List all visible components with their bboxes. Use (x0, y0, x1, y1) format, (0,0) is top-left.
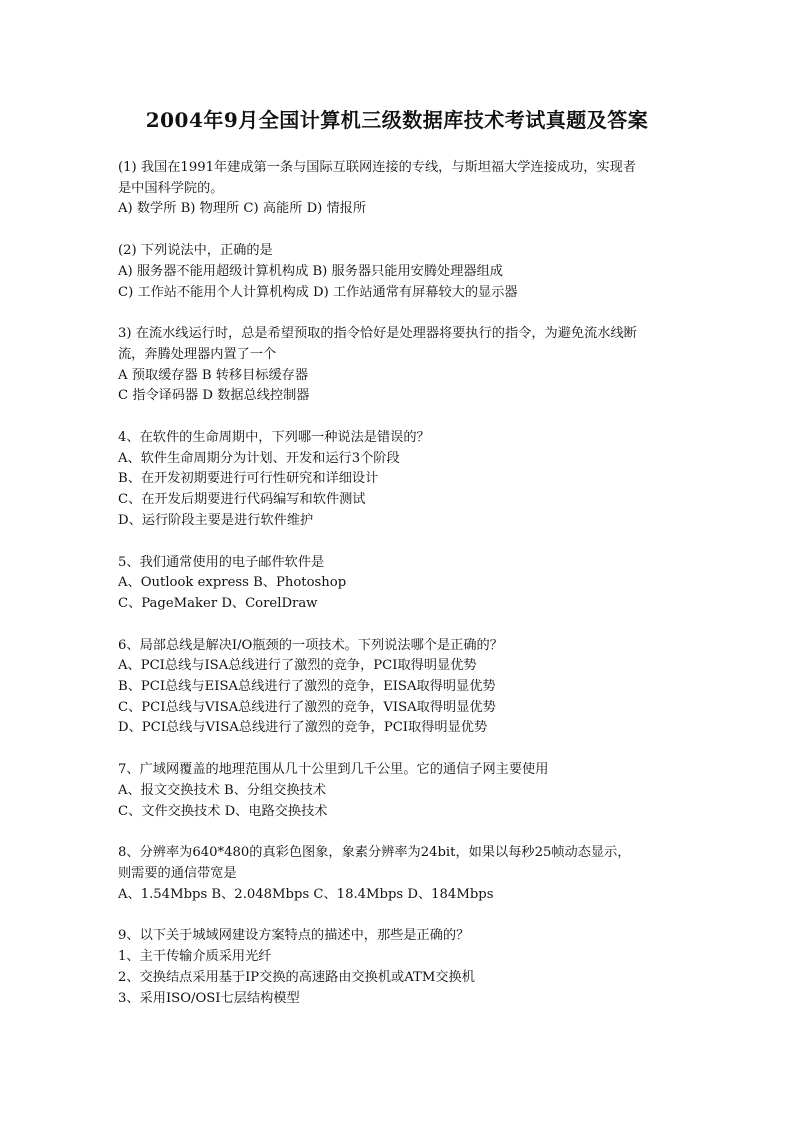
question-1 (118, 158, 683, 220)
question-2-stem: (2) 下列说法中，正确的是 (118, 243, 273, 259)
question-2 (118, 241, 683, 303)
question-list (118, 158, 683, 1030)
question-3 (118, 324, 683, 407)
question-9-item-2: 2、交换结点采用基于IP交换的高速路由交换机或ATM交换机 (118, 969, 475, 985)
question-5-options-cd: C、PageMaker D、CorelDraw (118, 595, 318, 611)
question-4 (118, 428, 683, 532)
question-3-line-2: 流，奔腾处理器内置了一个 (118, 346, 277, 362)
question-5-stem: 5、我们通常使用的电子邮件软件是 (118, 554, 325, 570)
question-6-option-a: A、PCI总线与ISA总线进行了激烈的竞争，PCI取得明显优势 (118, 658, 477, 674)
question-3-options-cd: C 指令译码器 D 数据总线控制器 (118, 388, 310, 404)
question-5 (118, 553, 683, 615)
question-1-options: A) 数学所 B) 物理所 C) 高能所 D) 情报所 (118, 201, 367, 217)
question-8-line-2: 则需要的通信带宽是 (118, 865, 237, 881)
question-7-options-ab: A、报文交换技术 B、分组交换技术 (118, 782, 327, 798)
question-9-stem: 9、以下关于城域网建设方案特点的描述中，那些是正确的？ (118, 928, 470, 944)
question-3-options-ab: A 预取缓存器 B 转移目标缓存器 (118, 367, 309, 383)
question-4-option-d: D、运行阶段主要是进行软件维护 (118, 512, 314, 528)
question-1-line-2: 是中国科学院的。 (118, 180, 224, 196)
question-8-options: A、1.54Mbps B、2.048Mbps C、18.4Mbps D、184Mbps (118, 886, 494, 902)
question-2-options-cd: C) 工作站不能用个人计算机构成 D) 工作站通常有屏幕较大的显示器 (118, 284, 518, 300)
question-5-options-ab: A、Outlook express B、Photoshop (118, 575, 347, 591)
question-6-option-c: C、PCI总线与VISA总线进行了激烈的竞争，VISA取得明显优势 (118, 699, 496, 715)
question-9 (118, 926, 683, 1009)
question-6-option-d: D、PCI总线与VISA总线进行了激烈的竞争，PCI取得明显优势 (118, 720, 488, 736)
question-8-line-1: 8、分辨率为640*480的真彩色图象，象素分辨率为24bit，如果以每秒25帧动态显示， (118, 845, 631, 861)
question-6 (118, 636, 683, 740)
document-title: 2004年9月全国计算机三级数据库技术考试真题及答案 (145, 108, 649, 132)
question-4-option-b: B、在开发初期要进行可行性研究和详细设计 (118, 471, 379, 487)
question-8 (118, 843, 683, 905)
question-4-option-c: C、在开发后期要进行代码编写和软件测试 (118, 492, 366, 508)
question-4-option-a: A、软件生命周期分为计划、开发和运行3个阶段 (118, 450, 400, 466)
question-7 (118, 760, 683, 822)
question-7-stem: 7、广域网覆盖的地理范围从几十公里到几千公里。它的通信子网主要使用 (118, 762, 549, 778)
question-6-stem: 6、局部总线是解决I/O瓶颈的一项技术。下列说法哪个是正确的？ (118, 637, 503, 653)
question-9-item-1: 1、主干传输介质采用光纤 (118, 949, 272, 965)
question-6-option-b: B、PCI总线与EISA总线进行了激烈的竞争，EISA取得明显优势 (118, 679, 496, 695)
question-1-line-1: (1) 我国在1991年建成第一条与国际互联网连接的专线，与斯坦福大学连接成功，实现者 (118, 160, 636, 175)
question-9-item-3: 3、采用ISO/OSI七层结构模型 (118, 990, 300, 1006)
question-2-options-ab: A) 服务器不能用超级计算机构成 B) 服务器只能用安腾处理器组成 (118, 263, 503, 279)
question-3-line-1: 3) 在流水线运行时，总是希望预取的指令恰好是处理器将要执行的指令，为避免流水线断 (118, 326, 637, 342)
question-4-stem: 4、在软件的生命周期中，下列哪一种说法是错误的？ (118, 430, 430, 446)
question-7-options-cd: C、文件交换技术 D、电路交换技术 (118, 803, 328, 819)
